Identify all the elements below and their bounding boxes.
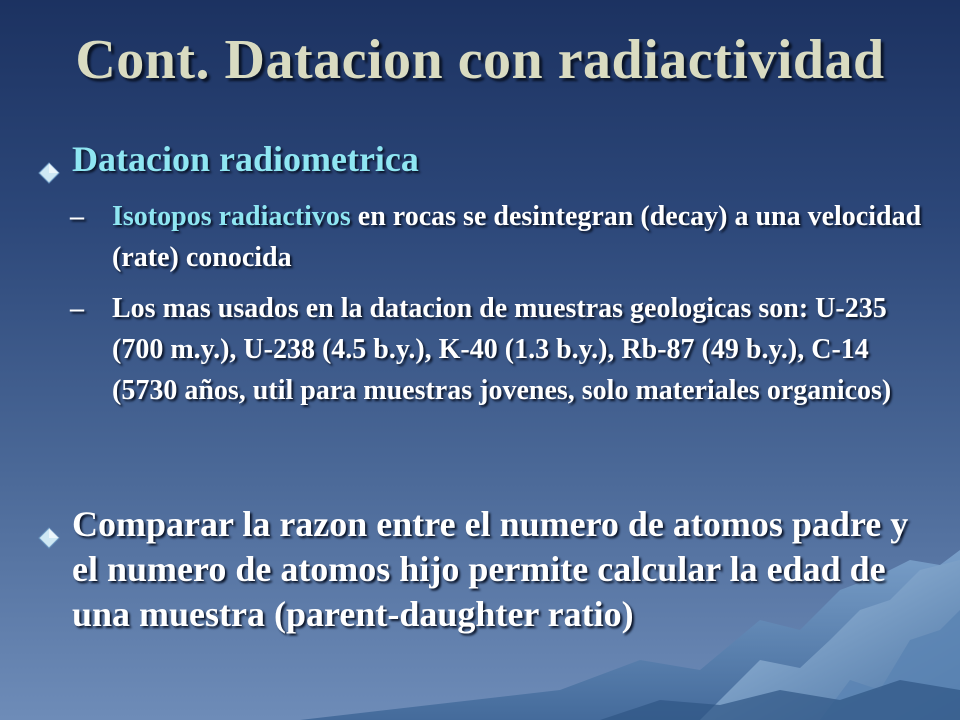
bullet-text: Datacion radiometrica <box>72 139 419 179</box>
bullet-comparar-razon <box>38 502 918 637</box>
sub-bullet-rest: en rocas se desintegran (decay) a una velocidad (rate) conocida <box>112 201 922 273</box>
diamond-bullet-icon <box>38 138 66 193</box>
sub-bullet-isotopos-usados <box>70 288 930 411</box>
highlighted-term: Isotopos radiactivos <box>112 201 351 232</box>
bullet-text: Comparar la razon entre el numero de atomos padre y el numero de atomos hijo permite calcular la edad de una muestra (parent-daughter ratio) <box>72 504 909 634</box>
bullet-datacion-radiometrica <box>38 138 918 193</box>
sub-bullet-text <box>112 196 930 278</box>
slide-title: Cont. Datacion con radiactividad <box>75 29 885 91</box>
dash-marker: – <box>70 293 84 324</box>
sub-bullet-isotopos <box>70 196 930 278</box>
dash-marker: – <box>70 201 84 232</box>
sub-bullet-text: Los mas usados en la datacion de muestras geologicas son: U-235 (700 m.y.), U-238 (4.5 b.y.), K-40 (1.3 b.y.), Rb-87 (49 b.y.), C-14 (5730 años, util para muestras jovenes, solo materiales organicos) <box>112 293 892 406</box>
diamond-bullet-icon <box>38 502 66 637</box>
